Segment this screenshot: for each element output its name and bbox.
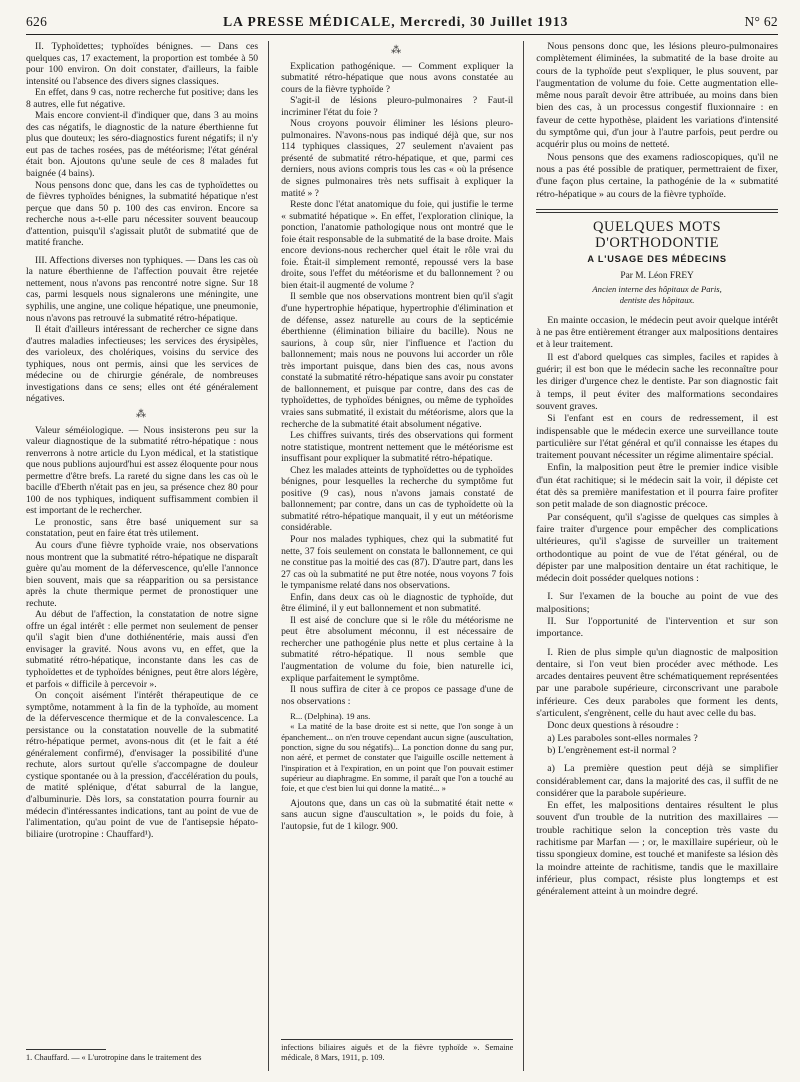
list-item: I. Sur l'examen de la bouche au point de vue des malpositions; [536,591,778,615]
list-item: b) L'engrènement est-il normal ? [547,744,677,756]
column-3 [536,41,778,1071]
paragraph: On conçoit aisément l'intérêt thérapeutique de ce symptôme, notamment à la fin de la typhoïde, au moment de la défervescence thermique et de la convalescence. La persistance ou la constatation nouvelle de la submatité rétro-hépatique permet, avons-nous dit (et le fait a été généralement confirmé), d'envisager la possibilité d'une rechute, alors surtout qu'elle s'accompagne de douleur cystique spontanée ou à la pression, d'accélération du pouls, de matité splénique, d'état saburral de la langue, d'albuminurie. Dès lors, sa constatation pourra fournir au médecin d'intéressantes indications, tant au point de vue de l'alimentation, qu'au point de vue de l'antisepsie hépato-biliaire (urotropine : Chauffard¹). [26,690,259,840]
paragraph: Valeur séméiologique. — Nous insisterons peu sur la valeur diagnostique de la submatité rétro-hépatique : nous renverrons à notre article du Lyon médical, et la statistique que nous publions aujourd'hui est assez éloquente pour nous permettre d'être brefs. La rareté du signe dans les cas où le bacille d'Eberth n'était pas en jeu, sa présence chez 80 pour 100 de nos typhiques, indiquent suffisamment combien il est important de le rechercher. [26,424,259,517]
paragraph: Il semble que nos observations montrent bien qu'il s'agit d'une hypertrophie hépatique, hypertrophie d'élimination et de défense, assez naturelle au cours de la septicémie éberthienne (élimination biliaire du bacille). Nous ne saurions, à coup sûr, nier l'influence et l'action du ballonnement; mais nous ne pouvons lui accorder un rôle très important puisque, dans bien des cas, nous avons constaté la submatité rétro-hépatique sans avoir pu constater de ballonnement, et puisque par contre, dans des cas de typhoïdettes, de typhoïdes bénignes, ou même de typhoïdes vraies sans submatité, il existait du météorisme, alors que la recherche de la submatité était absolument négative. [281,291,514,430]
article-affiliation [536,284,778,304]
paragraph: Explication pathogénique. — Comment expliquer la submatité rétro-hépatique que nous avons constatée au cours de la fièvre typhoïde ? [281,60,514,95]
article-author: Par M. Léon FREY [620,271,694,282]
observation-name: R... (Delphina). 19 ans. [290,711,371,722]
page-number: 626 [26,14,48,29]
paragraph: Enfin, la malposition peut être le premier indice visible d'un état rachitique; si le médecin sait la voir, il dépiste cet état dès sa première manifestation et il pourra faire profiter son petit malade de son diagnostic précoce. [536,462,778,511]
footnote-text: infections biliaires aiguës et de la fièvre typhoïde ». Semaine médicale, 8 Mars, 1911, p. 109. [281,1043,514,1062]
paragraph: III. Affections diverses non typhiques. — Dans les cas où la nature éberthienne de l'affection pouvait être rejetée nettement, nous n'avons pas rencontré notre signe. Sur 18 cas, parmi lesquels nous signalerons une méningite, une syphilis, une angine, une colique hépatique, une pneumonie, nous n'avons pas retrouvé la submatité rétro-hépatique. [26,254,259,324]
paragraph: Nous pensons donc que, dans les cas de typhoïdettes ou de fièvres typhoïdes bénignes, la submatité hépatique n'est perçue que dans 50 p. 100 des cas environ. Encore sa recherche nous a-t-elle paru nécessiter souvent beaucoup d'attention, puisqu'il s'agissait plutôt de submatité que de matité franche. [26,179,259,249]
section-separator: ⁂ [136,408,149,420]
paragraph: Nous pensons donc que, les lésions pleuro-pulmonaires complètement éliminées, la submatité de la base droite au cours de la typhoïde peut s'expliquer, le plus souvent, par l'augmentation de volume du foie. Cette augmentation elle-même nous paraît devoir être attribuée, au moins dans bien bien des cas, à un processus congestif fluxionnaire : en faveur de cette hypothèse, plaident les variations d'intensité du symptôme qui, d'un jour à l'autre parfois, peut perdre ou acquérir plus ou moins de netteté. [536,41,778,151]
page-header [26,14,778,35]
paragraph: Il est d'abord quelques cas simples, faciles et rapides à guérir; il est bon que le médecin sache les reconnaître pour les diriger d'urgence chez le dentiste. Par son diagnostic fait à temps, il peut éviter des malformations secondaires souvent graves. [536,351,778,412]
affiliation-line: dentiste des hôpitaux. [619,294,695,305]
affiliation-line: Ancien interne des hôpitaux de Paris, [592,284,722,295]
footnote-continued [281,1035,513,1063]
paragraph: Nous pensons que des examens radioscopiques, qu'il ne nous a pas été possible de pratiquer, permettraient de fixer, d'une façon plus certaine, la pathogénie de la « submatité rétro-hépatique » au cours de la fièvre typhoïde. [536,151,778,200]
observation-quote: « La matité de la base droite est si nette, que l'on songe à un épanchement... on n'en trouve cependant aucun signe (auscultation, ponction, signe du sou négatifs)... La ponction donne du sang pur, non aéré, et permet de constater que l'aiguille oscille nettement à l'inspiration et à l'expiration, en un point que l'on pouvait estimer supérieur au diaphragme. En somme, il paraît que l'on a touché au foie, et que c'est bien lui qui donne la matité... » [281,721,514,794]
paragraph: Ajoutons que, dans un cas où la submatité était nette « sans aucun signe d'auscultation », le poids du foie, à l'autopsie, fut de 1 kilogr. 900. [281,797,514,832]
journal-title: LA PRESSE MÉDICALE, Mercredi, 30 Juillet 1913 [223,14,569,29]
paragraph: Enfin, dans deux cas où le diagnostic de typhoïde, dut être éliminé, il y eut ballonnement et non submatité. [281,591,514,615]
column-2 [281,41,524,1071]
paragraph: Reste donc l'état anatomique du foie, qui justifie le terme « submatité hépatique ». En effet, l'exploration clinique, la ponction, l'anatomie pathologique nous ont montré que le foie était responsable de la submatité de la base droite. Mais encore devions-nous rechercher quel était le rôle vrai du foie. Était-il simplement remonté, repoussé vers la base droite, sous l'effet du météorisme et du ballonnement ? ou bien était-il augmenté de volume ? [281,199,514,291]
paragraph: Au cours d'une fièvre typhoïde vraie, nos observations nous montrent que la submatité rétro-hépatique ne disparaît guère qu'au moment de la défervescence, qu'elle l'annonce bien souvent, mais que sa réapparition ou sa persistance après la chute thermique permet de pronostiquer une rechute. [26,539,259,609]
section-separator: ⁂ [391,45,404,56]
paragraph: Pour nos malades typhiques, chez qui la submatité fut nette, 37 fois seulement on constata le ballonnement, ce qui ne constitue pas la moitié des cas (87). D'autre part, dans les 27 cas où la submatité ne put être notée, nous voyons 7 fois le tympanisme relaté dans nos observations. [281,533,514,592]
paragraph: En effet, les malpositions dentaires résultent le plus souvent d'un trouble de la nutrition des maxillaires — trouble rachitique selon la conception très vaste du rachitisme par Marfan — ; or, le maxillaire supérieur, où le tissu spongieux domine, est touché et manifeste sa lésion dès la moindre atteinte de rachitisme, tandis que le maxillaire inférieur, plus compact, résiste plus longtemps et est généralement atteint à un moindre degré. [536,800,778,898]
paragraph: Donc deux questions à résoudre : [547,720,679,732]
paragraph: Si l'enfant est en cours de redressement, il est indispensable que le médecin exerce une surveillance toute particulière sur l'état général et qu'il connaisse les étapes du traitement pouvant nécessiter un régime alimentaire spécial. [536,413,778,462]
footnote [26,1043,258,1063]
footnote-text: 1. Chauffard. — « L'urotropine dans le traitement des [26,1053,202,1062]
list-item: a) Les paraboles sont-elles normales ? [547,732,698,744]
paragraph: Le pronostic, sans être basé uniquement sur sa constatation, peut en faire état très utilement. [26,516,259,540]
article-subtitle: A L'USAGE DES MÉDECINS [587,253,727,264]
article-title: QUELQUES MOTS D'ORTHODONTIE [592,218,722,251]
paragraph: Par conséquent, qu'il s'agisse de quelques cas simples à faire traiter d'urgence pour empêcher des complications ultérieures, qu'il s'agisse de surveiller un traitement orthodontique au point de vue de l'état général, ou de dépister par une malposition dentaire un état rachitique, le médecin doit posséder quelques notions : [536,511,778,585]
paragraph: Il était d'ailleurs intéressant de rechercher ce signe dans d'autres maladies infectieuses; les services des érysipèles, des varioleux, des cholériques, voisins du service des typhiques, nous ont permis, ainsi que les services de médecine ou de chirurgie générale, de nombreuses investigations dans ce sens; elles ont été généralement négatives. [26,324,259,405]
issue-number: N° 62 [744,14,778,29]
paragraph: Il nous suffira de citer à ce propos ce passage d'une de nos observations : [281,684,514,707]
paragraph: II. Typhoïdettes; typhoïdes bénignes. — Dans ces quelques cas, 17 exactement, la proportion est tombée à 50 pour 100 environ. On doit constater, d'ailleurs, la faible intensité ou l'absence des divers signes classiques. [26,41,259,87]
paragraph: a) La première question peut déjà se simplifier considérablement car, dans la majorité des cas, il suffit de ne considérer que la parabole supérieure. [536,763,778,799]
paragraph: Il est aisé de conclure que si le rôle du météorisme ne peut être absolument méconnu, il est nécessaire de rechercher une pathogénie plus nette et plus certaine à la submatité rétro-hépatique. Il nous semble que l'augmentation de volume du foie, bien naturelle ici, explique parfaitement le symptôme. [281,614,514,684]
paragraph: Les chiffres suivants, tirés des observations qui forment notre statistique, montrent nettement que le météorisme est insuffisant pour expliquer la submatité rétro-hépatique. [281,430,514,465]
paragraph: Au début de l'affection, la constatation de notre signe offre un égal intérêt : elle permet non seulement de penser qu'il s'agit bien d'une dothiénentérie, mais aussi d'en envisager la gravité. Nous avons vu, en effet, que la submatité rétro-hépatique, inconstante dans les cas de typhoïdettes et de typhoïdes bénignes, peut être alors légère, et parfois « difficile à percevoir ». [26,609,259,690]
paragraph: S'agit-il de lésions pleuro-pulmonaires ? Faut-il incriminer l'état du foie ? [281,95,514,118]
article-divider [536,209,778,213]
paragraph: En effet, dans 9 cas, notre recherche fut positive; dans les 8 autres, elle fut négative. [26,87,259,110]
paragraph: Mais encore convient-il d'indiquer que, dans 3 au moins des cas négatifs, le diagnostic de la nature éberthienne fut plus que douteux; les séro-diagnostics furent négatifs; il n'y eut pas de taches rosées, pas de météorisme; l'état général était bon. Ajoutons qu'une seule de ces 8 malades fut baignée (4 bains). [26,110,259,180]
paragraph: Nous croyons pouvoir éliminer les lésions pleuro-pulmonaires. N'avons-nous pas indiqué déjà que, sur nos 114 typhiques classiques, 27 seulement n'avaient pas présenté de submatité rétro-hépatique, et que, parmi ces derniers, nous avions compris tous les cas « où la présence de signes pulmonaires très nets suffisait à expliquer la matité » ? [281,118,514,199]
paragraph: Chez les malades atteints de typhoïdettes ou de typhoïdes bénignes, pour lesquelles la recherche du symptôme fut positive (9 cas), nous n'avons jamais constaté de ballonnement; par contre, dans un cas de typhoïdette où la submatité rétro-hépatique manquait, il y eut un météorisme considérable. [281,464,514,534]
column-1 [26,41,269,1071]
paragraph: En mainte occasion, le médecin peut avoir quelque intérêt à ne pas être entièrement étranger aux malpositions dentaires et à leur traitement. [536,314,778,351]
list-item: II. Sur l'opportunité de l'intervention et sur son importance. [536,615,778,640]
paragraph: I. Rien de plus simple qu'un diagnostic de malposition dentaire, si l'on veut bien procéder avec méthode. Les arcades dentaires peuvent être schématiquement représentées par une parabole supérieure, circonscrivant une parabole inférieure. Ces deux paraboles que forment les dents, s'articulent, s'engrènent, celle du haut avec celle du bas. [536,646,778,720]
